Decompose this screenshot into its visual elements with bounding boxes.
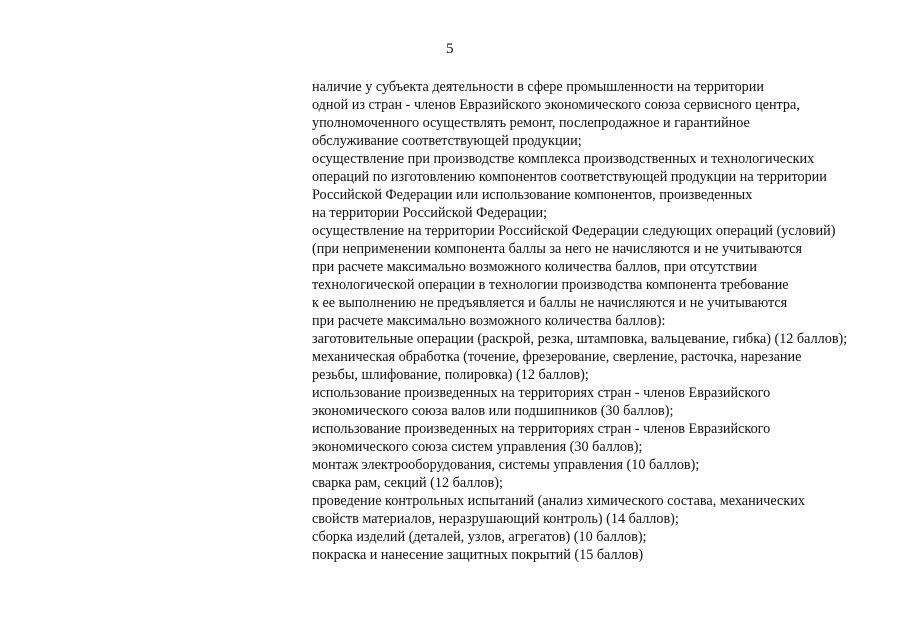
text-line: заготовительные операции (раскрой, резка, штамповка, вальцевание, гибка) (12 баллов);	[312, 331, 848, 347]
text-line: технологической операции в технологии производства компонента требование	[312, 277, 789, 293]
text-line: наличие у субъекта деятельности в сфере промышленности на территории	[312, 79, 764, 95]
document-body	[312, 78, 897, 564]
text-line: покраска и нанесение защитных покрытий (15 баллов)	[312, 547, 644, 563]
text-line: при расчете максимально возможного количества баллов, при отсутствии	[312, 259, 757, 275]
text-line: осуществление на территории Российской Федерации следующих операций (условий)	[312, 223, 836, 239]
text-line: проведение контрольных испытаний (анализ химического состава, механических	[312, 493, 805, 509]
text-line: обслуживание соответствующей продукции;	[312, 133, 582, 149]
text-line: монтаж электрооборудования, системы управления (10 баллов);	[312, 457, 700, 473]
text-line: (при неприменении компонента баллы за него не начисляются и не учитываются	[312, 241, 802, 257]
text-line: сварка рам, секций (12 баллов);	[312, 475, 503, 491]
text-line: одной из стран - членов Евразийского экономического союза сервисного центра,	[312, 97, 800, 113]
text-line: на территории Российской Федерации;	[312, 205, 548, 221]
text-line: использование произведенных на территориях стран - членов Евразийского	[312, 385, 771, 401]
text-line: резьбы, шлифование, полировка) (12 баллов);	[312, 367, 589, 383]
text-line: осуществление при производстве комплекса производственных и технологических	[312, 151, 815, 167]
text-line: экономического союза валов или подшипников (30 баллов);	[312, 403, 674, 419]
text-line: Российской Федерации или использование компонентов, произведенных	[312, 187, 753, 203]
text-line: механическая обработка (точение, фрезерование, сверление, расточка, нарезание	[312, 349, 802, 365]
text-line: экономического союза систем управления (30 баллов);	[312, 439, 643, 455]
page-number: 5	[446, 41, 454, 57]
text-line: при расчете максимально возможного количества баллов):	[312, 313, 666, 329]
text-line: использование произведенных на территориях стран - членов Евразийского	[312, 421, 771, 437]
text-line: уполномоченного осуществлять ремонт, послепродажное и гарантийное	[312, 115, 750, 131]
text-line: свойств материалов, неразрушающий контроль) (14 баллов);	[312, 511, 679, 527]
text-line: к ее выполнению не предъявляется и баллы не начисляются и не учитываются	[312, 295, 788, 311]
text-line: операций по изготовлению компонентов соответствующей продукции на территории	[312, 169, 827, 185]
text-line: сборка изделий (деталей, узлов, агрегатов) (10 баллов);	[312, 529, 647, 545]
